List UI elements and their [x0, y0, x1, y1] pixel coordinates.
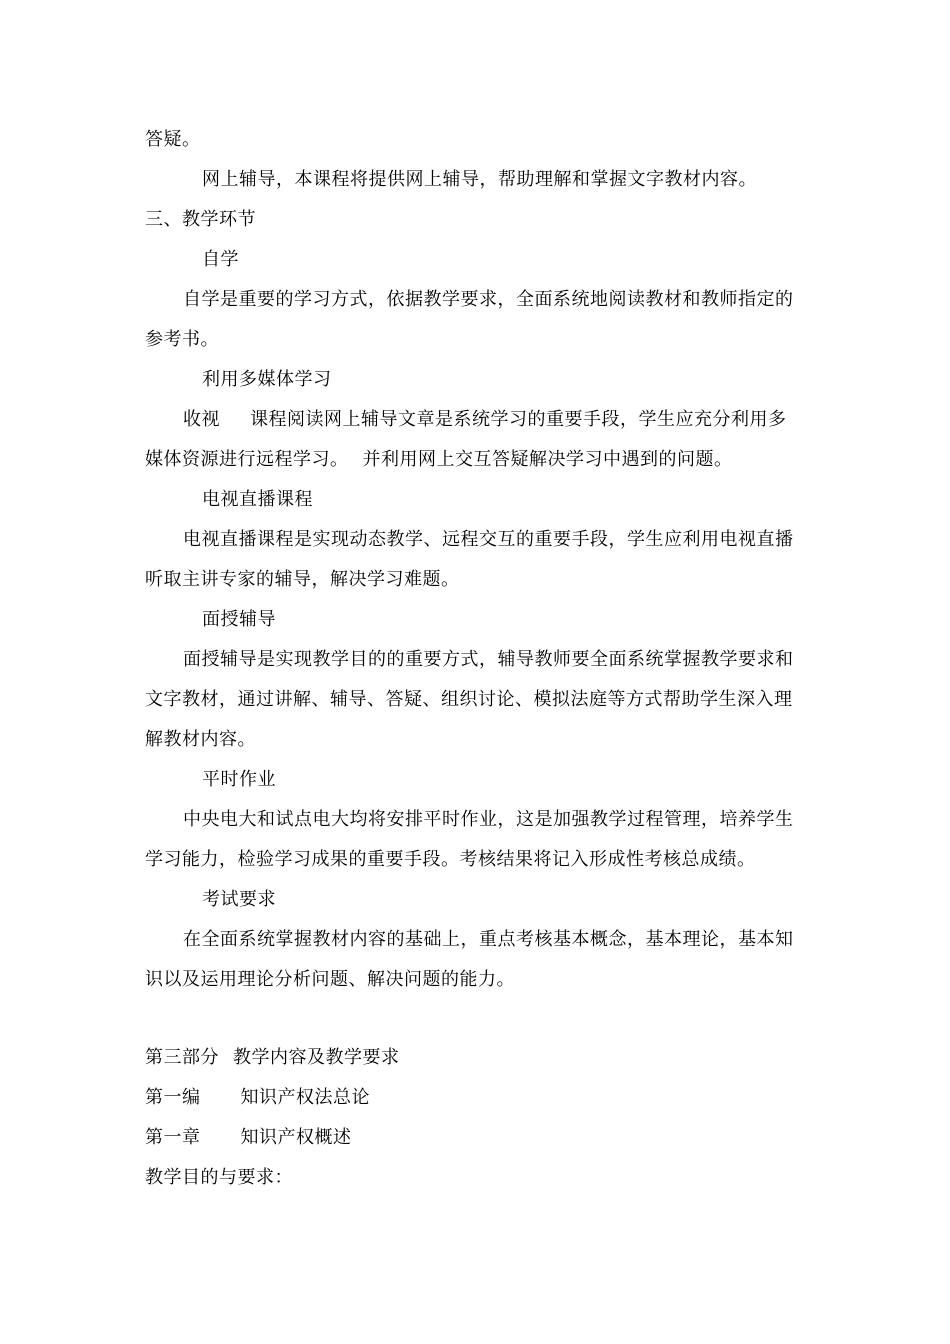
text-line: 中央电大和试点电大均将安排平时作业，这是加强教学过程管理，培养学生	[183, 809, 794, 830]
text-segment: 第三部分	[145, 1047, 219, 1068]
subheading: 自学	[202, 249, 239, 270]
subheading: 面授辅导	[202, 609, 276, 630]
text-line: 网上辅导，本课程将提供网上辅导，帮助理解和掌握文字教材内容。	[202, 169, 757, 190]
subheading: 电视直播课程	[202, 489, 313, 510]
text-line: 面授辅导是实现教学目的的重要方式，辅导教师要全面系统掌握教学要求和	[183, 649, 794, 670]
text-line: 识以及运用理论分析问题、解决问题的能力。	[145, 969, 515, 990]
text-line: 参考书。	[145, 329, 219, 350]
part-heading	[145, 1046, 400, 1070]
text-line: 听取主讲专家的辅导，解决学习难题。	[145, 569, 460, 590]
subheading: 利用多媒体学习	[202, 369, 332, 390]
text-line: 文字教材，通过讲解、辅导、答疑、组织讨论、模拟法庭等方式帮助学生深入理	[145, 689, 793, 710]
text-line: 答疑。	[145, 129, 201, 150]
text-line: 自学是重要的学习方式，依据教学要求，全面系统地阅读教材和教师指定的	[183, 289, 794, 310]
text-segment: 知识产权概述	[240, 1127, 352, 1148]
text-segment: 并利用网上交互答疑解决学习中遇到的问题。	[362, 449, 733, 470]
chapter-heading	[145, 1126, 352, 1150]
text-segment: 收视	[183, 409, 220, 430]
text-segment: 知识产权法总论	[240, 1087, 370, 1108]
subheading: 平时作业	[202, 769, 276, 790]
section-heading: 三、教学环节	[145, 209, 256, 230]
text-segment: 教学内容及教学要求	[233, 1047, 400, 1068]
text-line: 解教材内容。	[145, 729, 256, 750]
text-line	[183, 408, 787, 432]
text-segment: 第一编	[145, 1087, 201, 1108]
volume-heading	[145, 1086, 370, 1110]
text-line	[145, 448, 733, 472]
text-line: 教学目的与要求：	[145, 1167, 293, 1188]
text-line: 在全面系统掌握教材内容的基础上，重点考核基本概念，基本理论，基本知	[183, 929, 794, 950]
subheading: 考试要求	[202, 889, 276, 910]
text-segment: 第一章	[145, 1127, 201, 1148]
text-line: 电视直播课程是实现动态教学、远程交互的重要手段，学生应利用电视直播	[183, 529, 794, 550]
text-line: 学习能力，检验学习成果的重要手段。考核结果将记入形成性考核总成绩。	[145, 849, 756, 870]
text-segment: 课程阅读网上辅导文章是系统学习的重要手段，学生应充分利用多	[250, 409, 787, 430]
text-segment: 媒体资源进行远程学习。	[145, 449, 349, 470]
